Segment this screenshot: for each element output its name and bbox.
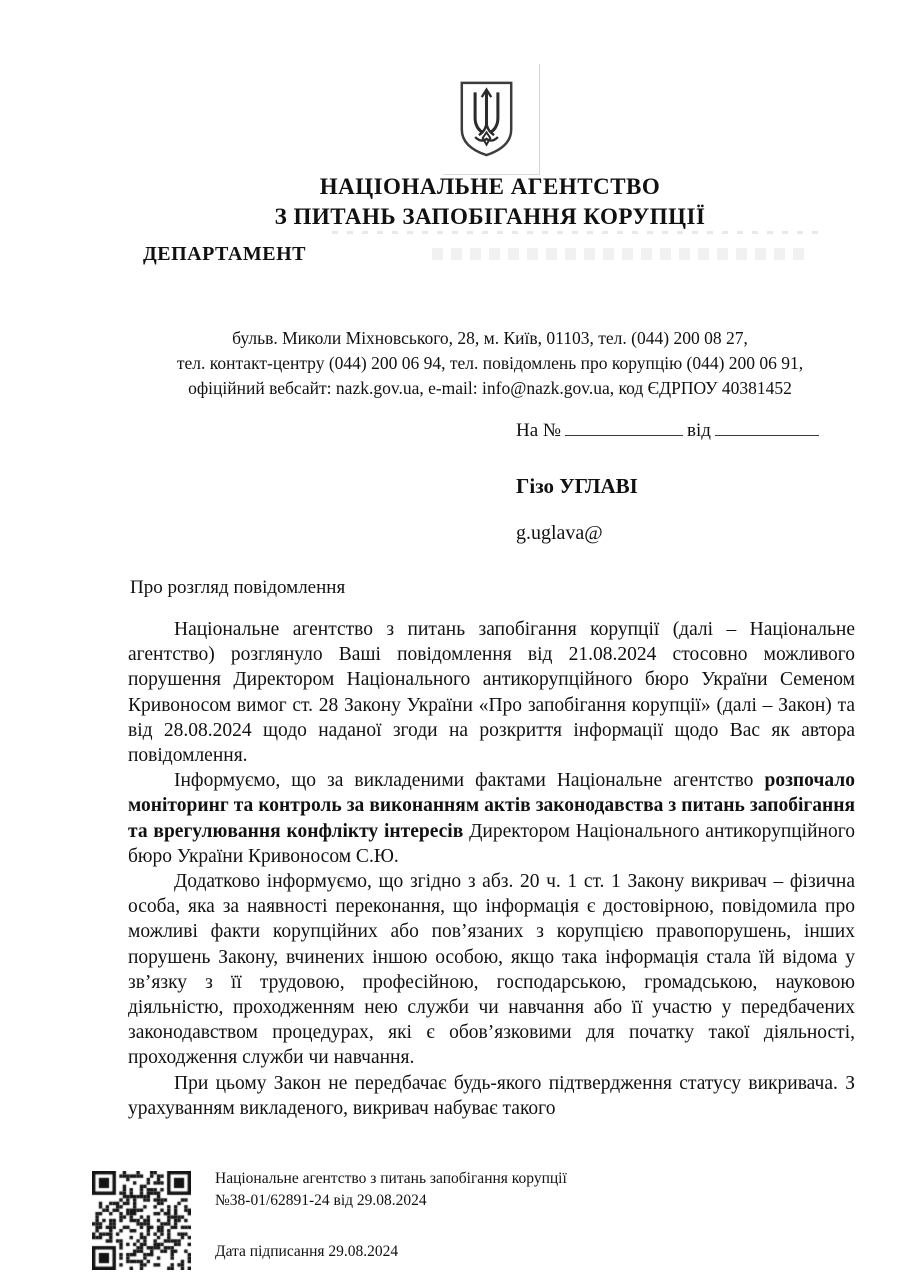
agency-title-line2: З ПИТАНЬ ЗАПОБІГАННЯ КОРУПЦІЇ xyxy=(274,204,706,229)
redacted-text-trace-top xyxy=(332,231,818,234)
body-paragraph-2 xyxy=(128,768,855,869)
footer-agency-name: Національне агентство з питань запобігання корупції xyxy=(215,1170,567,1187)
reference-date-blank xyxy=(715,419,819,436)
agency-title xyxy=(76,172,904,232)
address-line1: бульв. Миколи Міхновського, 28, м. Київ, 01103, тел. (044) 200 08 27, xyxy=(232,328,748,348)
redacted-department-name xyxy=(432,248,810,260)
body-paragraph-2-bold: розпочало моніторинг та контроль за виконанням актів законодавства з питань запобігання та врегулювання конфлікту інтересів xyxy=(128,770,855,842)
reference-prefix: На № xyxy=(516,420,562,441)
agency-title-line1: НАЦІОНАЛЬНЕ АГЕНТСТВО xyxy=(319,174,661,199)
recipient-email: g.uglava@ xyxy=(516,522,603,544)
address-line3: офіційний вебсайт: nazk.gov.ua, e-mail: info@nazk.gov.ua, код ЄДРПОУ 40381452 xyxy=(188,378,792,398)
body-paragraph-1: Національне агентство з питань запобігання корупції (далі – Національне агентство) розглянуло Ваші повідомлення від 21.08.2024 стосовно можливого порушення Директором Національного антикорупційного бюро України Семеном Кривоносом вимог ст. 28 Закону України «Про запобігання корупції» (далі – Закон) та від 28.08.2024 щодо наданої згоди на розкриття інформації щодо Вас як автора повідомлення. xyxy=(128,619,855,767)
subject-line: Про розгляд повідомлення xyxy=(130,577,346,598)
ukraine-trident-emblem-icon xyxy=(458,80,515,158)
qr-code xyxy=(92,1171,191,1270)
reference-number-blank xyxy=(565,419,683,436)
footer-reference-number: №38-01/62891-24 від 29.08.2024 xyxy=(215,1192,427,1209)
scan-artifact-vertical-line xyxy=(539,64,540,174)
agency-address-block xyxy=(80,326,900,401)
footer-registration-block xyxy=(215,1168,815,1212)
recipient-name: Гізо УГЛАВІ xyxy=(516,474,638,498)
address-line2: тел. контакт-центру (044) 200 06 94, тел. повідомлень про корупцію (044) 200 06 91, xyxy=(176,353,804,373)
body-paragraph-2-end: Директором Національного антикорупційного бюро України Кривоносом С.Ю. xyxy=(128,820,855,867)
body-paragraph-2-start: Інформуємо, що за викладеними фактами Національне агентство xyxy=(174,770,765,792)
department-label: ДЕПАРТАМЕНТ xyxy=(143,243,306,265)
reference-line xyxy=(516,419,823,442)
body-paragraph-3: Додатково інформуємо, що згідно з абз. 20 ч. 1 ст. 1 Закону викривач – фізична особа, яка за наявності переконання, що інформація є достовірною, повідомила про можливі факти корупційних або пов’язаних з корупцією правопорушень, інших порушень Закону, вчинених іншою особою, якщо така інформація стала їй відома у зв’язку з її трудовою, професійною, господарською, громадською, науковою діяльністю, проходженням нею служби чи навчання або її участю у передбачених законодавством процедурах, які є обов’язковими для початку такої діяльності, проходження служби чи навчання. xyxy=(128,871,855,1069)
footer-signing-date: Дата підписання 29.08.2024 xyxy=(215,1243,399,1260)
reference-from-label: від xyxy=(687,420,711,441)
letter-body xyxy=(128,617,855,1121)
body-paragraph-4: При цьому Закон не передбачає будь-якого підтвердження статусу викривача. З урахуванням викладеного, викривач набуває такого xyxy=(128,1072,855,1119)
